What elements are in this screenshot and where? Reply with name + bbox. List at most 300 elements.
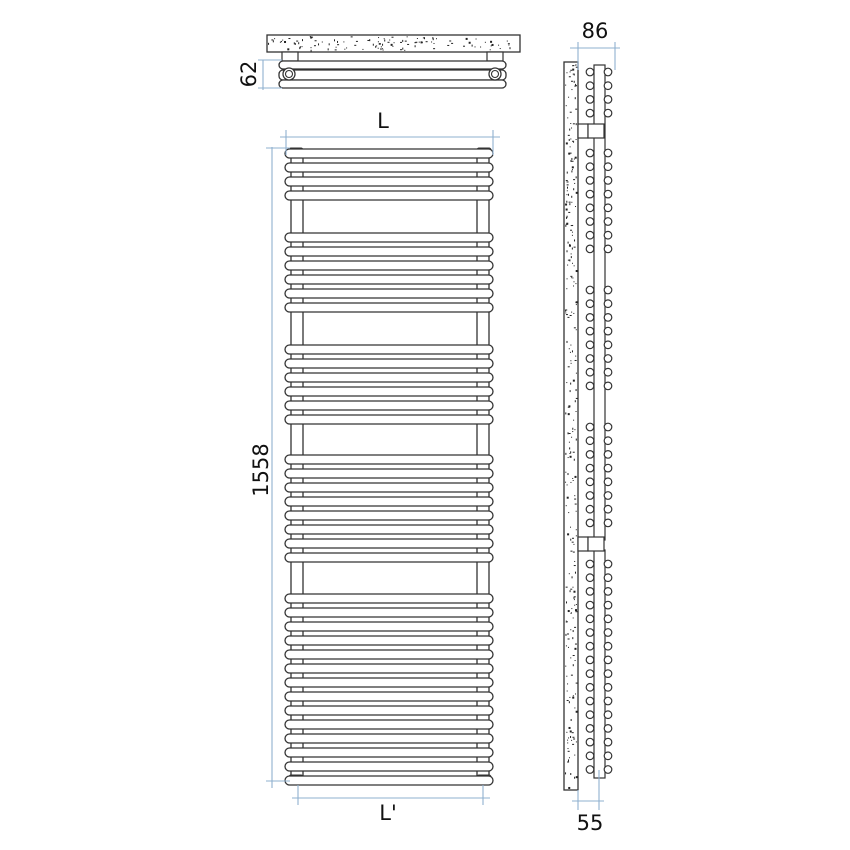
bar-section-circle: [604, 656, 612, 664]
wall-speckle: [337, 44, 339, 45]
wall-speckle: [569, 453, 570, 454]
wall-speckle: [568, 432, 569, 434]
wall-speckle: [569, 129, 570, 131]
bar-section-circle: [604, 190, 612, 198]
bar-section-circle: [586, 96, 594, 104]
bar-section-circle: [604, 204, 612, 212]
wall-speckle: [570, 629, 571, 630]
wall-speckle: [576, 329, 577, 330]
wall-speckle: [574, 247, 576, 248]
front-view: [285, 148, 493, 785]
wall-speckle: [281, 41, 282, 42]
wall-speckle: [507, 41, 508, 42]
wall-speckle: [575, 611, 577, 612]
bar-section-circle: [604, 177, 612, 185]
bar-section-circle: [604, 560, 612, 568]
wall-speckle: [570, 730, 572, 732]
wall-speckle: [573, 655, 575, 656]
wall-speckle: [508, 45, 509, 46]
wall-speckle: [568, 759, 569, 761]
wall-speckle: [573, 74, 575, 75]
wall-speckle: [573, 281, 574, 282]
bar-section-circle: [586, 163, 594, 171]
wall-speckle: [572, 350, 573, 352]
bar-section-circle: [604, 492, 612, 500]
towel-bar: [285, 177, 493, 186]
wall-speckle: [337, 41, 338, 43]
bar-section-circle: [586, 670, 594, 678]
wall-speckle: [566, 505, 567, 506]
towel-bar: [285, 720, 493, 729]
bar-section-circle: [586, 286, 594, 294]
wall-speckle: [382, 44, 383, 46]
bar-section-circle: [586, 725, 594, 733]
bar-section-circle: [586, 697, 594, 705]
wall-speckle: [572, 542, 574, 543]
wall-speckle: [380, 48, 381, 50]
towel-bar: [285, 191, 493, 200]
wall-speckle: [572, 697, 574, 699]
wall-speckle: [273, 40, 274, 42]
wall-speckle: [566, 180, 568, 181]
towel-bar: [285, 469, 493, 478]
wall-speckle: [570, 230, 572, 231]
wall-speckle: [573, 695, 574, 696]
bar-section-circle: [604, 519, 612, 527]
wall-speckle: [490, 49, 491, 50]
wall-speckle: [574, 459, 575, 461]
wall-speckle: [567, 216, 568, 218]
wall-speckle: [571, 81, 573, 82]
wall-speckle: [568, 97, 569, 98]
bar-section-circle: [604, 574, 612, 582]
bar-section-circle: [586, 190, 594, 198]
dimension-L-label: L: [377, 109, 389, 133]
bar-section-circle: [604, 464, 612, 472]
wall-speckle: [509, 47, 510, 49]
towel-bar: [285, 525, 493, 534]
wall-speckle: [572, 141, 574, 142]
towel-bar: [285, 706, 493, 715]
wall-speckle: [311, 47, 312, 48]
wall-speckle: [571, 256, 572, 258]
towel-bar: [285, 345, 493, 354]
towel-bar: [285, 594, 493, 603]
wall-speckle: [378, 48, 379, 49]
wall-speckle: [576, 604, 577, 605]
wall-speckle: [400, 49, 402, 50]
towel-bar: [285, 622, 493, 631]
wall-speckle: [565, 225, 566, 227]
wall-speckle: [570, 383, 571, 385]
wall-speckle: [565, 772, 566, 774]
wall-speckle: [575, 609, 577, 611]
wall-speckle: [570, 456, 572, 458]
wall-speckle: [575, 572, 576, 574]
bar-section-circle: [586, 629, 594, 637]
wall-speckle: [571, 608, 572, 609]
towel-bar: [285, 289, 493, 298]
wall-speckle: [573, 285, 574, 286]
wall-speckle: [334, 39, 335, 41]
wall-speckle: [574, 75, 575, 76]
wall-speckle: [573, 188, 574, 190]
wall-speckle: [388, 42, 390, 43]
wall-speckle: [565, 204, 567, 206]
wall-speckle: [570, 590, 571, 592]
bar-section-circle: [604, 68, 612, 76]
wall-speckle: [572, 225, 573, 226]
side-bracket: [578, 537, 588, 551]
wall-speckle: [572, 161, 574, 162]
wall-speckle: [566, 314, 568, 315]
bar-section-circle: [604, 245, 612, 253]
towel-bar: [285, 748, 493, 757]
wall-speckle: [336, 47, 337, 48]
bar-section-circle: [586, 752, 594, 760]
wall-speckle: [574, 596, 576, 597]
bar-section-circle: [586, 314, 594, 322]
wall-speckle: [575, 84, 576, 86]
towel-bar: [285, 608, 493, 617]
wall-speckle: [389, 40, 390, 41]
towel-bar: [285, 664, 493, 673]
wall-speckle: [376, 45, 377, 46]
wall-speckle: [572, 277, 573, 278]
wall-speckle: [565, 85, 566, 86]
wall-speckle: [287, 48, 289, 50]
wall-speckle: [407, 44, 409, 45]
wall-speckle: [271, 39, 273, 40]
wall-speckle: [572, 248, 573, 250]
side-collector-lower: [594, 550, 605, 778]
towel-bar: [285, 650, 493, 659]
bar-section-circle: [586, 766, 594, 774]
wall-speckle: [571, 612, 572, 613]
wall-speckle: [568, 787, 570, 789]
wall-speckle: [575, 360, 577, 361]
wall-speckle: [447, 45, 449, 46]
towel-bar: [285, 163, 493, 172]
wall-speckle: [568, 512, 569, 513]
bar-section-circle: [586, 601, 594, 609]
wall-speckle: [472, 45, 473, 47]
wall-speckle: [570, 153, 572, 154]
wall-speckle: [328, 48, 329, 50]
wall-speckle: [570, 482, 571, 483]
wall-speckle: [567, 181, 569, 182]
collector-circle: [283, 68, 295, 80]
wall-speckle: [570, 360, 571, 361]
wall-speckle: [566, 382, 567, 383]
wall-speckle: [400, 42, 402, 43]
wall-speckle: [466, 38, 468, 40]
wall-speckle: [569, 203, 570, 205]
dimension-55-label: 55: [576, 811, 604, 835]
wall-speckle: [311, 50, 312, 52]
wall-speckle: [568, 135, 570, 136]
wall-speckle: [566, 288, 567, 289]
wall-speckle: [491, 45, 492, 46]
wall-speckle: [295, 43, 296, 45]
wall-speckle: [296, 41, 298, 42]
wall-speckle: [573, 313, 574, 314]
wall-speckle: [565, 634, 566, 636]
bar-section-circle: [586, 300, 594, 308]
wall-speckle: [378, 37, 379, 38]
wall-speckle: [571, 437, 572, 438]
bar-section-circle: [604, 341, 612, 349]
wall-speckle: [567, 621, 568, 622]
wall-speckle: [570, 773, 571, 775]
wall-speckle: [569, 76, 571, 77]
wall-speckle: [346, 47, 347, 48]
wall-speckle: [567, 497, 569, 499]
wall-speckle: [568, 194, 569, 196]
wall-speckle: [284, 41, 286, 43]
wall-speckle: [288, 38, 290, 39]
bar-section-circle: [604, 327, 612, 335]
wall-speckle: [573, 142, 574, 143]
wall-speckle: [576, 270, 578, 272]
wall-speckle: [573, 123, 575, 124]
wall-speckle: [463, 46, 465, 47]
wall-speckle: [567, 691, 568, 692]
wall-speckle: [572, 263, 573, 264]
side-view: [564, 62, 612, 790]
wall-speckle: [573, 544, 574, 545]
wall-speckle: [571, 196, 572, 198]
wall-speckle: [565, 472, 566, 473]
wall-speckle: [426, 41, 428, 42]
wall-speckle: [572, 587, 573, 588]
wall-speckle: [570, 276, 572, 277]
wall-speckle: [392, 37, 394, 38]
towel-bar: [285, 762, 493, 771]
wall-speckle: [362, 49, 363, 50]
wall-speckle: [576, 304, 577, 305]
wall-speckle: [570, 527, 571, 528]
wall-speckle: [568, 748, 569, 749]
wall-speckle: [431, 41, 432, 42]
wall-speckle: [570, 352, 571, 353]
wall-speckle: [567, 742, 568, 743]
wall-speckle: [569, 697, 570, 698]
wall-speckle: [573, 630, 574, 632]
wall-speckle: [392, 46, 393, 47]
wall-speckle: [379, 44, 381, 45]
bar-section-circle: [604, 423, 612, 431]
towel-bar: [285, 497, 493, 506]
wall-speckle: [449, 40, 451, 41]
wall-speckle: [344, 49, 345, 50]
bar-section-circle: [604, 368, 612, 376]
wall-speckle: [570, 112, 572, 113]
wall-speckle: [574, 565, 576, 566]
wall-speckle: [572, 166, 574, 168]
wall-speckle: [382, 48, 383, 49]
wall-speckle: [567, 172, 568, 174]
bar-section-circle: [604, 314, 612, 322]
bar-section-circle: [586, 464, 594, 472]
towel-bar: [285, 776, 493, 785]
wall-speckle: [565, 312, 566, 313]
wall-speckle: [572, 65, 573, 66]
wall-speckle: [576, 301, 578, 303]
wall-speckle: [573, 452, 575, 453]
bar-section-circle: [586, 204, 594, 212]
wall-speckle: [573, 380, 575, 382]
wall-speckle: [567, 250, 568, 252]
wall-speckle: [312, 37, 313, 38]
wall-speckle: [576, 389, 577, 391]
bar-section-circle: [586, 341, 594, 349]
wall-speckle: [356, 41, 358, 42]
bar-section-circle: [586, 505, 594, 513]
wall-speckle: [567, 683, 568, 684]
wall-speckle: [572, 235, 573, 236]
wall-speckle: [569, 202, 571, 203]
dimension-1558-label: 1558: [249, 443, 273, 497]
wall-speckle: [569, 245, 571, 247]
bar-section-circle: [604, 286, 612, 294]
wall-speckle: [433, 48, 435, 49]
wall-speckle: [566, 587, 568, 588]
bar-section-circle: [586, 149, 594, 157]
bar-section-circle: [586, 327, 594, 335]
wall-speckle: [268, 43, 269, 45]
wall-speckle: [574, 159, 575, 160]
wall-speckle: [573, 420, 574, 421]
towel-bar: [285, 511, 493, 520]
wall-speckle: [568, 366, 570, 367]
towel-bar: [285, 373, 493, 382]
wall-speckle: [572, 744, 574, 745]
towel-bar: [285, 692, 493, 701]
wall-speckle: [571, 127, 572, 128]
wall-speckle: [569, 139, 570, 141]
wall-speckle: [575, 400, 576, 402]
wall-speckle: [414, 42, 416, 43]
wall-speckle: [567, 633, 569, 634]
towel-bar: [285, 553, 493, 562]
side-bracket: [588, 537, 604, 551]
bar-section-circle: [586, 711, 594, 719]
wall-speckle: [566, 142, 568, 144]
bar-section-circle: [604, 451, 612, 459]
wall-speckle: [570, 138, 571, 139]
wall-speckle: [575, 504, 577, 505]
wall-speckle: [568, 212, 570, 213]
towel-bar: [285, 387, 493, 396]
wall-speckle: [576, 398, 578, 399]
wall-speckle: [570, 657, 571, 658]
wall-speckle: [436, 38, 437, 39]
bar-section-circle: [586, 355, 594, 363]
wall-speckle: [567, 187, 568, 189]
collector-circle: [489, 68, 501, 80]
wall-speckle: [566, 105, 567, 106]
wall-speckle: [329, 43, 330, 45]
bar-section-circle: [604, 629, 612, 637]
wall-speckle: [576, 139, 577, 140]
wall-speckle: [574, 599, 575, 600]
wall-speckle: [433, 38, 434, 40]
bar-section-circle: [604, 588, 612, 596]
bar-section-circle: [586, 588, 594, 596]
bar-section-circle: [586, 368, 594, 376]
wall-speckle: [573, 552, 575, 553]
wall-speckle: [383, 50, 384, 51]
wall-speckle: [378, 41, 379, 42]
bar-section-circle: [604, 231, 612, 239]
wall-speckle: [569, 442, 570, 443]
wall-speckle: [422, 42, 423, 43]
towel-bar: [285, 275, 493, 284]
wall-speckle: [566, 201, 567, 203]
towel-bar: [285, 636, 493, 645]
bar-section-circle: [586, 177, 594, 185]
bar-section-circle: [604, 684, 612, 692]
wall-speckle: [566, 645, 567, 646]
wall-speckle: [573, 480, 574, 481]
wall-speckle: [572, 232, 573, 233]
wall-speckle: [574, 499, 576, 500]
wall-speckle: [574, 561, 575, 562]
bar-section-circle: [604, 725, 612, 733]
wall-speckle: [384, 40, 385, 42]
wall-speckle: [573, 738, 575, 739]
wall-speckle: [573, 591, 575, 593]
bar-section-circle: [586, 82, 594, 90]
wall-speckle: [569, 447, 570, 449]
wall-speckle: [574, 627, 576, 628]
wall-speckle: [375, 46, 376, 48]
bar-section-circle: [586, 437, 594, 445]
wall-speckle: [576, 776, 578, 778]
wall-speckle: [381, 46, 382, 47]
bar-section-circle: [604, 738, 612, 746]
bar-section-circle: [586, 478, 594, 486]
wall-speckle: [575, 693, 576, 694]
towel-bar: [285, 539, 493, 548]
side-bracket: [578, 124, 588, 138]
wall-speckle: [310, 36, 311, 37]
wall-speckle: [570, 70, 572, 71]
wall-speckle: [572, 69, 574, 71]
wall-speckle: [574, 777, 575, 779]
wall-speckle: [576, 529, 577, 530]
wall-speckle: [575, 356, 576, 357]
wall-speckle: [572, 732, 574, 733]
wall-speckle: [567, 484, 568, 485]
wall-speckle: [566, 621, 567, 623]
towel-bar: [285, 734, 493, 743]
wall-speckle: [394, 42, 395, 43]
bar-section-circle: [586, 382, 594, 390]
towel-bar: [285, 149, 493, 158]
bar-section-circle: [604, 505, 612, 513]
wall-speckle: [575, 65, 576, 66]
wall-speckle: [576, 373, 577, 374]
wall-speckle: [384, 38, 385, 39]
wall-speckle: [575, 157, 577, 159]
bar-section-circle: [604, 711, 612, 719]
bar-section-circle: [586, 68, 594, 76]
wall-speckle: [567, 740, 568, 741]
bar-section-circle: [586, 492, 594, 500]
wall-speckle: [294, 42, 295, 44]
